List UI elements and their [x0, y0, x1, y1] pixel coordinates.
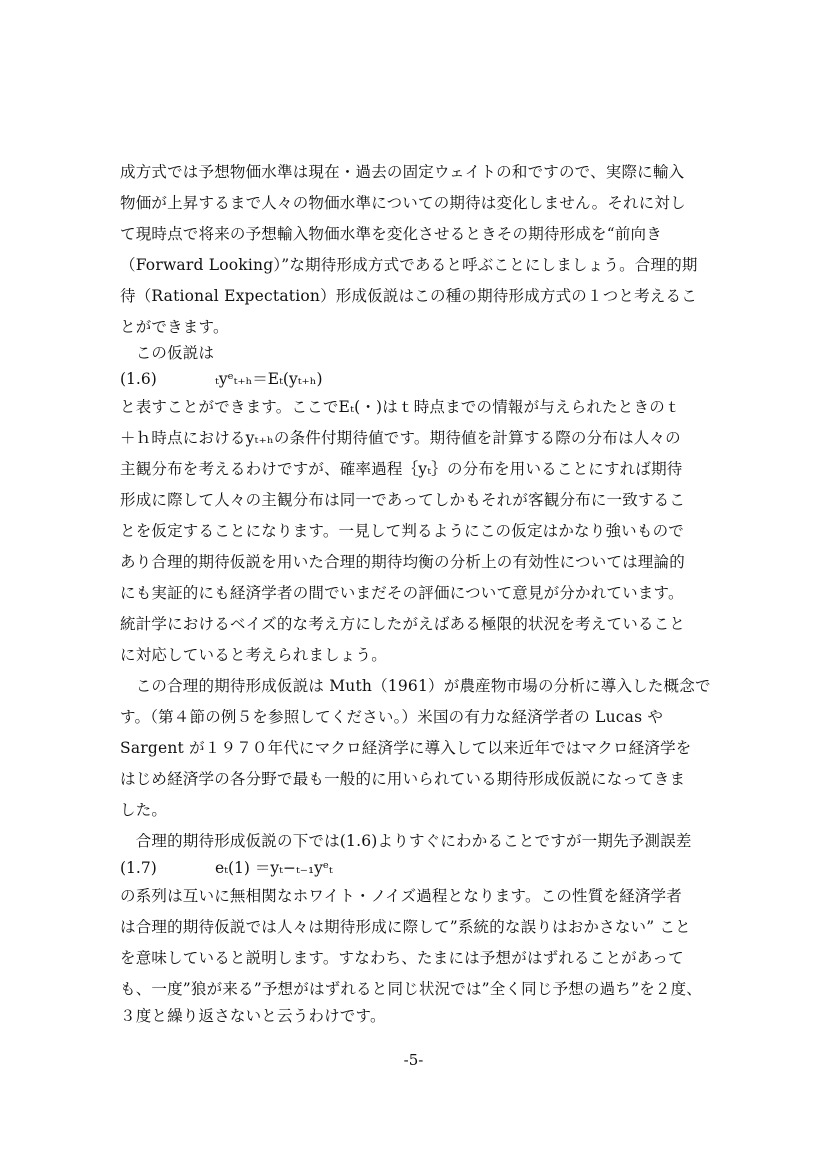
text-line: 統計学におけるベイズ的な考え方にしたがえばある極限的状況を考えていること	[120, 615, 686, 633]
text-line: Sargent が１９７０年代にマクロ経済学に導入して以来近年ではマクロ経済学を	[120, 739, 692, 757]
text-line: て現時点で将来の予想輸入物価水準を変化させるときその期待形成を“前向き	[120, 225, 662, 243]
text-line: にも実証的にも経済学者の間でいまだその評価について意見が分かれています。	[120, 584, 684, 602]
text-line: 物価が上昇するまで人々の物価水準についての期待は変化しません。それに対し	[120, 194, 686, 212]
text-line: この仮説は	[120, 344, 215, 362]
text-line: 待（Rational Expectation）形成仮説はこの種の期待形成方式の１つと考えるこ	[120, 287, 697, 305]
text-line: とを仮定することになります。一見して判るようにこの仮定はかなり強いもので	[120, 522, 684, 540]
text-line: ＋ｈ時点におけるyₜ₊ₕの条件付期待値です。期待値を計算する際の分布は人々の	[120, 429, 681, 447]
text-line: 成方式では予想物価水準は現在・過去の固定ウェイトの和ですので、実際に輸入	[120, 163, 685, 181]
text-line: 形成に際して人々の主観分布は同一であってしかもそれが客観分布に一致するこ	[120, 491, 686, 509]
text-line: に対応していると考えられましょう。	[120, 646, 387, 664]
text-line: の系列は互いに無相関なホワイト・ノイズ過程となります。この性質を経済学者	[120, 887, 682, 905]
text-line: あり合理的期待仮説を用いた合理的期待均衡の分析上の有効性については理論的	[120, 553, 685, 571]
text-line: （Forward Looking）”な期待形成方式であると呼ぶことにしましょう。合理的期	[120, 256, 698, 274]
text-line: も、一度”狼が来る”予想がはずれると同じ状況では”全く同じ予想の過ち”を２度、	[120, 980, 702, 998]
equation-formula: ₜyᵉₜ₊ₕ＝Eₜ(yₜ₊ₕ)	[215, 370, 323, 388]
equation-formula: eₜ(1) ＝yₜ−ₜ₋₁yᵉₜ	[215, 859, 333, 877]
text-line: はじめ経済学の各分野で最も一般的に用いられている期待形成仮説になってきま	[120, 770, 686, 788]
text-line: 合理的期待形成仮説の下では(1.6)よりすぐにわかることですが一期先予測誤差	[120, 832, 692, 850]
text-line: とができます。	[120, 318, 229, 336]
equation-number: (1.7)	[120, 859, 157, 877]
text-line: ３度と繰り返さないと云うわけです。	[120, 1007, 386, 1025]
text-line: 主観分布を考えるわけですが、確率過程｛yₜ｝の分布を用いることにすれば期待	[120, 460, 683, 478]
text-line: す。（第４節の例５を参照してください。）米国の有力な経済学者の Lucas や	[120, 708, 664, 726]
text-line: は合理的期待仮説では人々は期待形成に際して”系統的な誤りはおかさない” こと	[120, 918, 691, 936]
text-line: と表すことができます。ここでEₜ(・)はｔ時点までの情報が与えられたときのｔ	[120, 398, 681, 416]
text-line: を意味していると説明します。すなわち、たまには予想がはずれることがあって	[120, 949, 684, 967]
text-line: この合理的期待形成仮説は Muth（1961）が農産物市場の分析に導入した概念で	[120, 677, 711, 695]
text-line: した。	[120, 801, 168, 819]
page-number: -5-	[403, 1051, 424, 1069]
equation-number: (1.6)	[120, 370, 157, 388]
